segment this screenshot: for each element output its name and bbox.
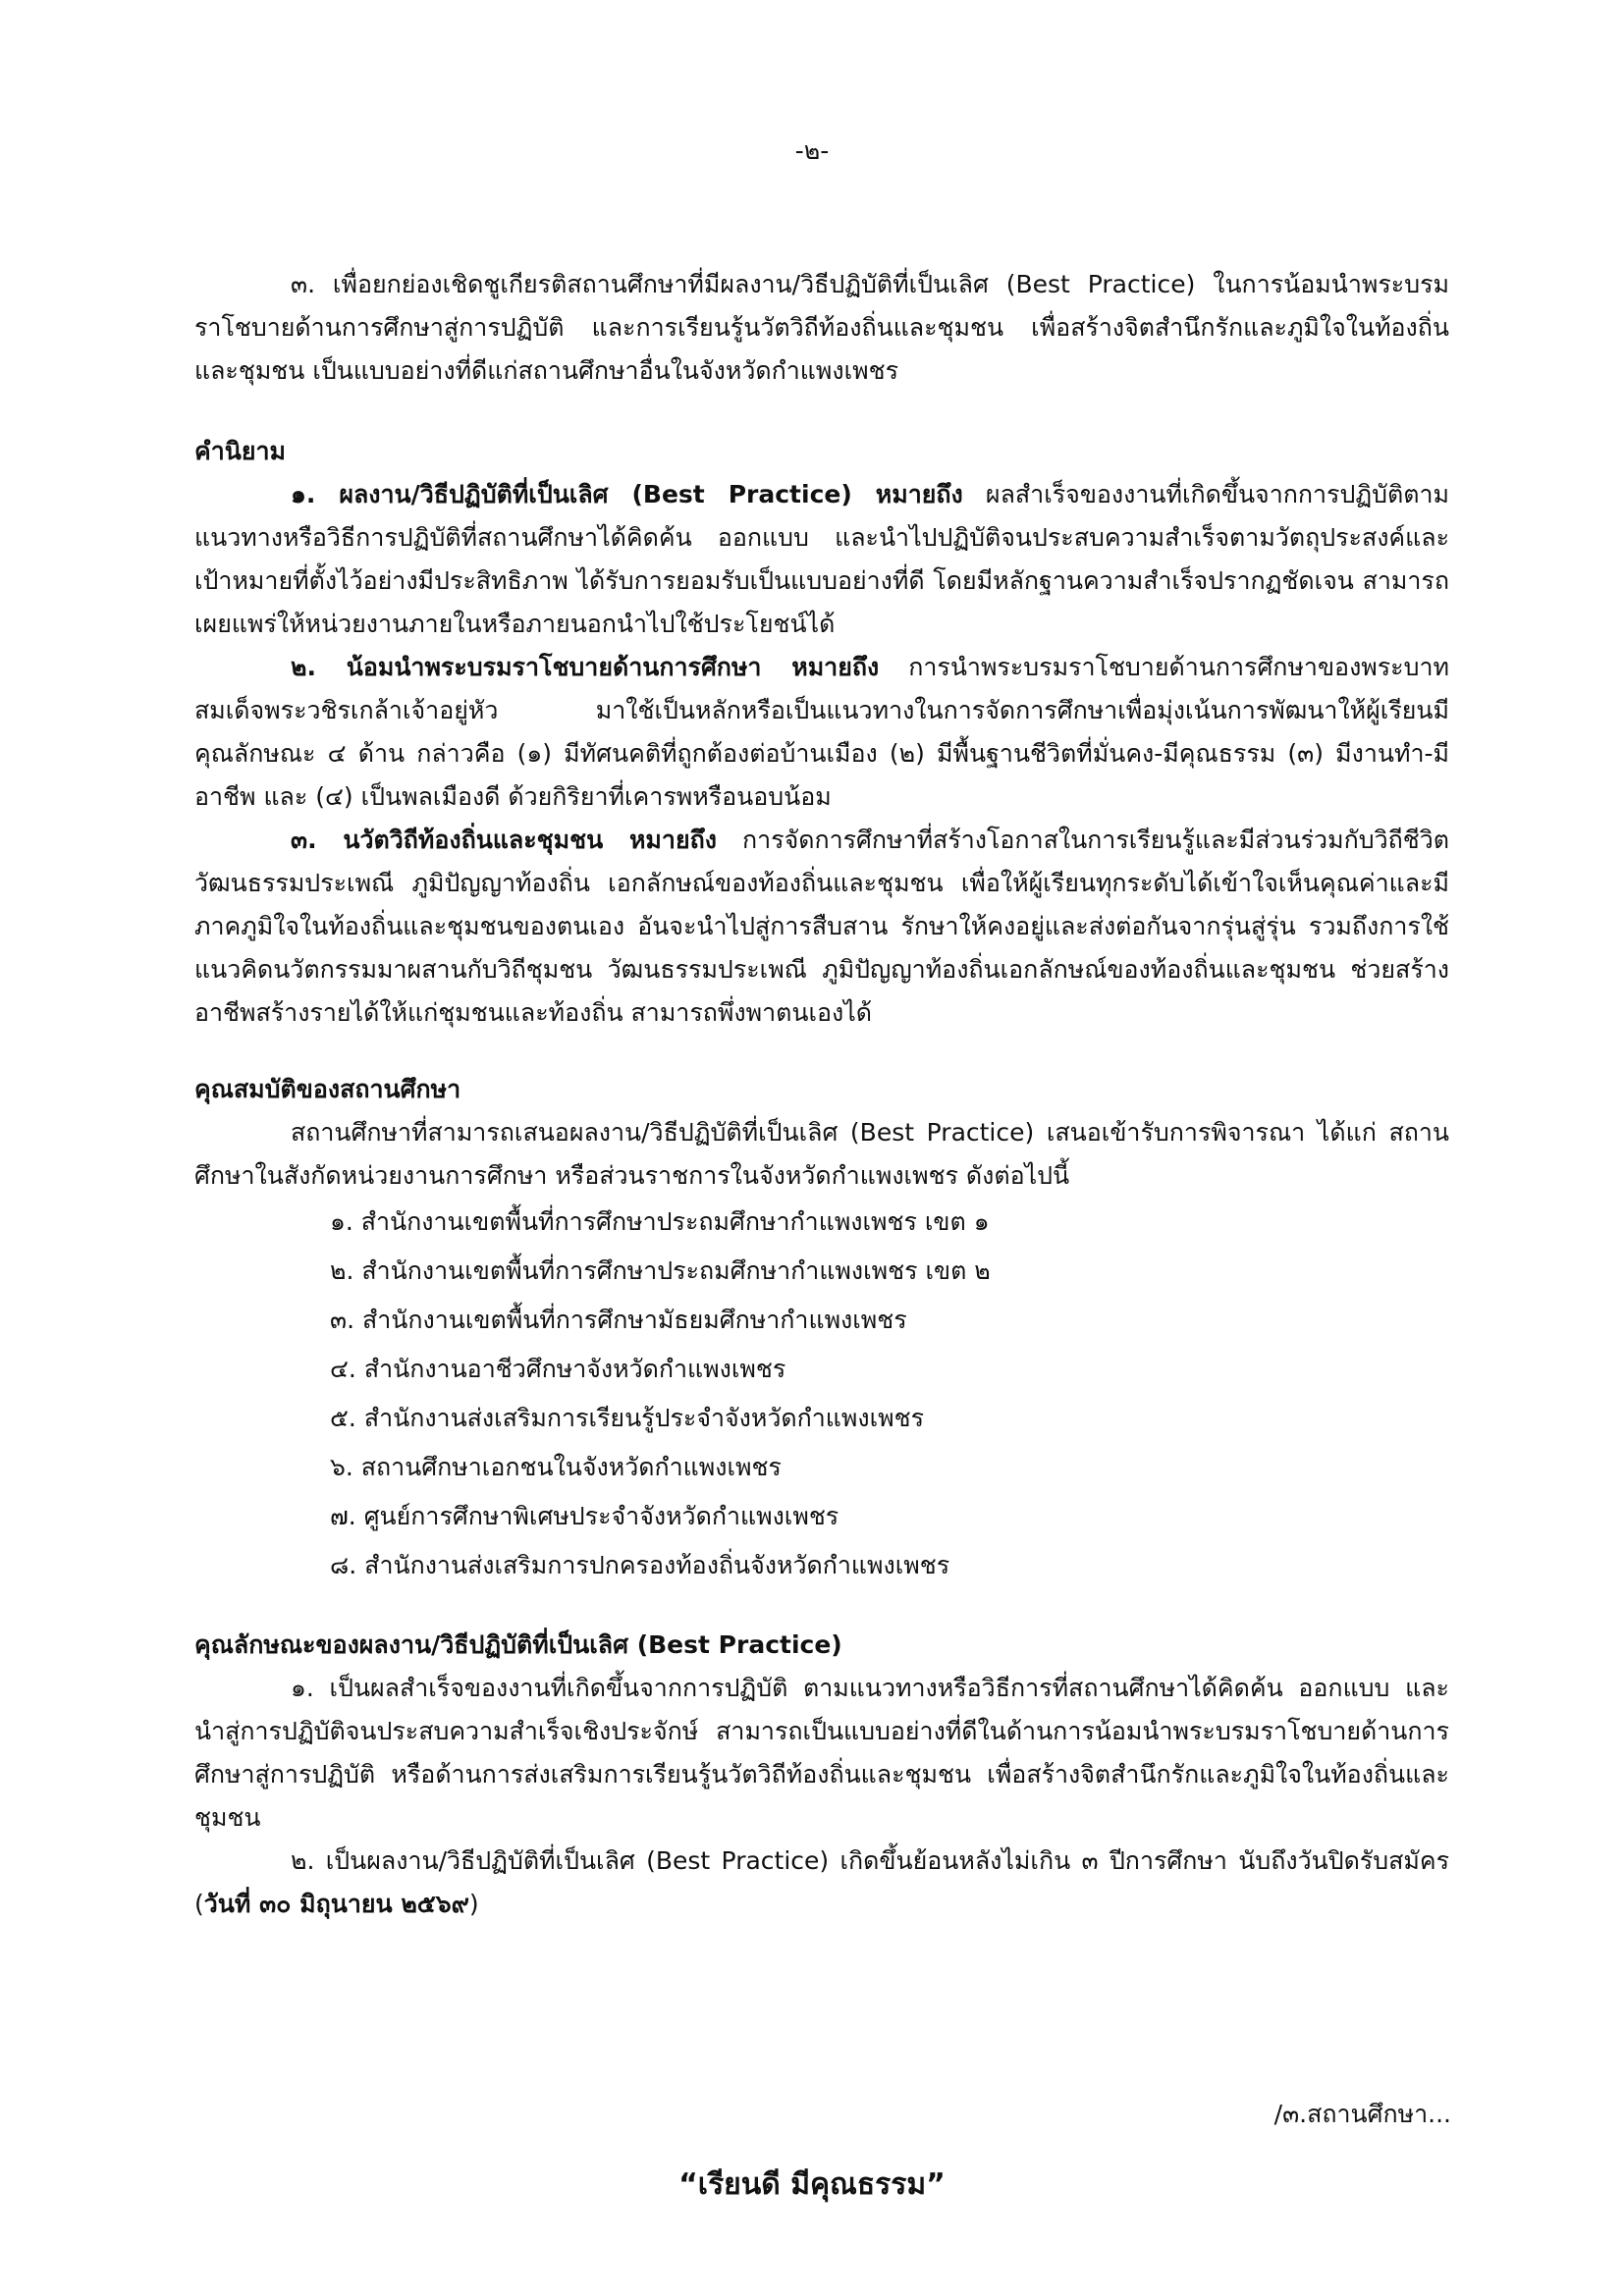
definition-text: ผลสำเร็จของงานที่เกิดขึ้นจากการปฏิบัติตามแนวทางหรือวิธีการปฏิบัติที่สถานศึกษาได้คิดค้น ออกแบบ และนำไปปฏิบัติจนประสบความสำเร็จตามวัตถุประสงค์และเป้าหมายที่ตั้งไว้อย่างมีประสิทธิภาพ ได้รับการยอมรับเป็นแบบอย่างที่ดี โดยมีหลักฐานความสำเร็จปรากฏชัดเจน สามารถเผยแพร่ให้หน่วยงานภายในหรือภายนอกนำไปใช้ประโยชน์ได้ [194,480,1449,638]
list-item: ๑. สำนักงานเขตพื้นที่การศึกษาประถมศึกษากำแพงเพชร เขต ๑ [330,1207,990,1236]
page-number: -๒- [794,136,830,165]
characteristic-text: ๒. เป็นผลงาน/วิธีปฏิบัติที่เป็นเลิศ (Best Practice) เกิดขึ้นย้อนหลังไม่เกิน ๓ ปีการศึกษา นับถึงวันปิดรับสมัคร ( [194,1846,1449,1918]
definition-item-1 [194,473,1449,646]
list-item: ๔. สำนักงานอาชีวศึกษาจังหวัดกำแพงเพชร [330,1355,786,1383]
characteristics-heading: คุณลักษณะของผลงาน/วิธีปฏิบัติที่เป็นเลิศ (Best Practice) [194,1630,842,1659]
definitions-heading: คำนิยาม [194,437,287,465]
list-item: ๖. สถานศึกษาเอกชนในจังหวัดกำแพงเพชร [330,1453,782,1481]
definition-term: ๓. นวัตวิถีท้องถิ่นและชุมชน หมายถึง [291,826,717,854]
objective-item-3: ๓. เพื่อยกย่องเชิดชูเกียรติสถานศึกษาที่มีผลงาน/วิธีปฏิบัติที่เป็นเลิศ (Best Practice) ในการน้อมนำพระบรมราโชบายด้านการศึกษาสู่การปฏิบัติ และการเรียนรู้นวัตวิถีท้องถิ่นและชุมชน เพื่อสร้างจิตสำนึกรักและภูมิใจในท้องถิ่นและชุมชน เป็นแบบอย่างที่ดีแก่สถานศึกษาอื่นในจังหวัดกำแพงเพชร [194,270,1449,385]
qualifications-intro: สถานศึกษาที่สามารถเสนอผลงาน/วิธีปฏิบัติที่เป็นเลิศ (Best Practice) เสนอเข้ารับการพิจารณา ได้แก่ สถานศึกษาในสังกัดหน่วยงานการศึกษา หรือส่วนราชการในจังหวัดกำแพงเพชร ดังต่อไปนี้ [194,1118,1449,1190]
closing-date: วันที่ ๓๐ มิถุนายน ๒๕๖๙ [203,1890,469,1918]
definition-term: ๑. ผลงาน/วิธีปฏิบัติที่เป็นเลิศ (Best Practice) หมายถึง [291,480,963,508]
definition-text: การนำพระบรมราโชบายด้านการศึกษาของพระบาทสมเด็จพระวชิรเกล้าเจ้าอยู่หัว มาใช้เป็นหลักหรือเป็นแนวทางในการจัดการศึกษาเพื่อมุ่งเน้นการพัฒนาให้ผู้เรียนมีคุณลักษณะ ๔ ด้าน กล่าวคือ (๑) มีทัศนคติที่ถูกต้องต่อบ้านเมือง (๒) มีพื้นฐานชีวิตที่มั่นคง-มีคุณธรรม (๓) มีงานทำ-มีอาชีพ และ (๔) เป็นพลเมืองดี ด้วยกิริยาที่เคารพหรือนอบน้อม [194,653,1449,811]
organization-list [194,1198,1449,1590]
definition-text: การจัดการศึกษาที่สร้างโอกาสในการเรียนรู้และมีส่วนร่วมกับวิถีชีวิต วัฒนธรรมประเพณี ภูมิปัญญาท้องถิ่น เอกลักษณ์ของท้องถิ่นและชุมชน เพื่อให้ผู้เรียนทุกระดับได้เข้าใจเห็นคุณค่าและมีภาคภูมิใจในท้องถิ่นและชุมชนของตนเอง อันจะนำไปสู่การสืบสาน รักษาให้คงอยู่และส่งต่อกันจากรุ่นสู่รุ่น รวมถึงการใช้แนวคิดนวัตกรรมมาผสานกับวิถีชุมชน วัฒนธรรมประเพณี ภูมิปัญญาท้องถิ่นเอกลักษณ์ของท้องถิ่นและชุมชน ช่วยสร้างอาชีพสร้างรายได้ให้แก่ชุมชนและท้องถิ่น สามารถพึ่งพาตนเองได้ [194,826,1449,1027]
characteristic-item-1: ๑. เป็นผลสำเร็จของงานที่เกิดขึ้นจากการปฏิบัติ ตามแนวทางหรือวิธีการที่สถานศึกษาได้คิดค้น ออกแบบ และนำสู่การปฏิบัติจนประสบความสำเร็จเชิงประจักษ์ สามารถเป็นแบบอย่างที่ดีในด้านการน้อมนำพระบรมราโชบายด้านการศึกษาสู่การปฏิบัติ หรือด้านการส่งเสริมการเรียนรู้นวัตวิถีท้องถิ่นและชุมชน เพื่อสร้างจิตสำนึกรักและภูมิใจในท้องถิ่นและชุมชน [194,1674,1449,1832]
list-item: ๗. ศูนย์การศึกษาพิเศษประจำจังหวัดกำแพงเพชร [330,1502,839,1530]
next-page-reference: /๓.สถานศึกษา... [1273,2100,1451,2128]
list-item: ๓. สำนักงานเขตพื้นที่การศึกษามัธยมศึกษากำแพงเพชร [330,1306,907,1334]
list-item: ๕. สำนักงานส่งเสริมการเรียนรู้ประจำจังหวัดกำแพงเพชร [330,1404,925,1432]
document-body [194,263,1449,1926]
motto-footer: “เรียนดี มีคุณธรรม” [678,2167,946,2202]
definition-item-3 [194,819,1449,1035]
closing-paren: ) [468,1890,479,1918]
characteristic-item-2 [194,1840,1449,1926]
qualifications-heading: คุณสมบัติของสถานศึกษา [194,1075,461,1103]
definition-term: ๒. น้อมนำพระบรมราโชบายด้านการศึกษา หมายถึง [291,653,880,681]
list-item: ๒. สำนักงานเขตพื้นที่การศึกษาประถมศึกษากำแพงเพชร เขต ๒ [330,1256,991,1285]
list-item: ๘. สำนักงานส่งเสริมการปกครองท้องถิ่นจังหวัดกำแพงเพชร [330,1551,950,1579]
definition-item-2 [194,646,1449,819]
